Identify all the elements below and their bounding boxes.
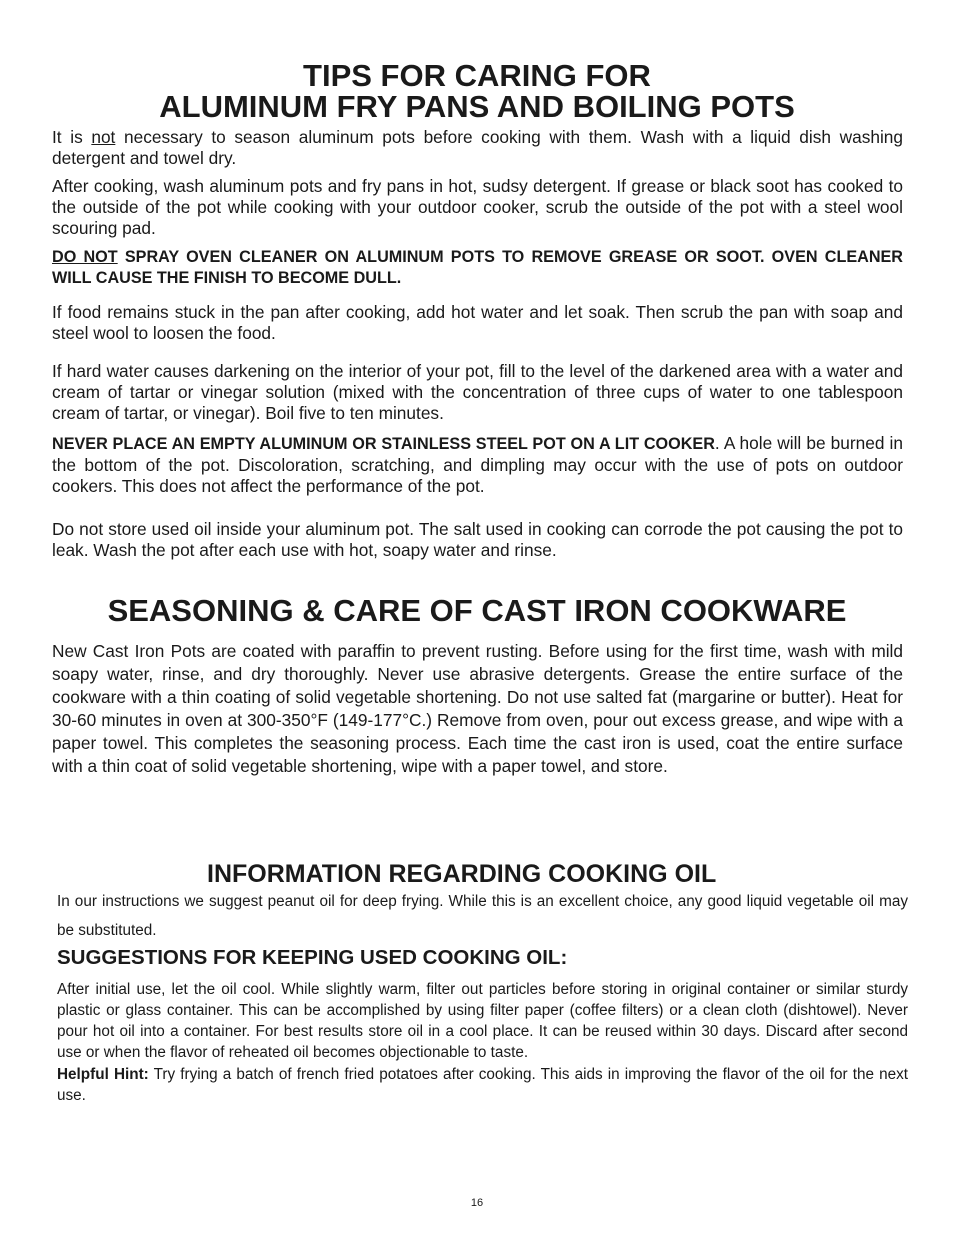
- aluminum-paragraph-stuck-food: If food remains stuck in the pan after cooking, add hot water and let soak. Then scrub the pan with soap and steel wool to loosen the food.: [52, 302, 903, 343]
- empty-pot-warning: [52, 433, 903, 497]
- helpful-hint: [57, 1064, 908, 1106]
- cast-iron-title: SEASONING & CARE OF CAST IRON COOKWARE: [107, 593, 847, 628]
- aluminum-paragraph-washing: After cooking, wash aluminum pots and fry pans in hot, sudsy detergent. If grease or black soot has cooked to the outside of the pot while cooking with your outdoor cooker, scrub the outside of the pot with a steel wool scouring pad.: [52, 176, 903, 238]
- aluminum-paragraph-seasoning: [52, 127, 903, 169]
- cooking-oil-paragraph: In our instructions we suggest peanut oil for deep frying. While this is an excellent choice, any good liquid vegetable oil may be substituted.: [57, 893, 908, 939]
- text-span: necessary to season aluminum pots before cooking with them. Wash with a liquid dish washing detergent and towel dry.: [52, 127, 904, 168]
- keeping-oil-paragraph: After initial use, let the oil cool. While slightly warm, filter out particles before storing in original container or similar sturdy plastic or glass container. This can be accomplished by using filter paper (coffee filters) or a clean cloth (dishtowel). Never pour hot oil into a container. For best results store oil in a cool place. It can be reused within 30 days. Discard after second use or when the flavor of reheated oil becomes objectionable to taste.: [57, 981, 908, 1061]
- aluminum-title-line1: TIPS FOR CARING FOR: [303, 58, 651, 93]
- cooking-oil-title: INFORMATION REGARDING COOKING OIL: [207, 860, 717, 888]
- oven-cleaner-warning: [52, 247, 903, 289]
- emphasis-not: not: [91, 127, 116, 147]
- keeping-oil-title: SUGGESTIONS FOR KEEPING USED COOKING OIL:: [57, 946, 568, 969]
- warning-text: . A hole will be burned in the bottom of the pot. Discoloration, scratching, and dimpling may occur with the use of pots on outdoor cookers. This does not affect the performance of the pot.: [52, 433, 903, 496]
- empty-pot-warning-bold: NEVER PLACE AN EMPTY ALUMINUM OR STAINLESS STEEL POT ON A LIT COOKER: [52, 435, 715, 453]
- aluminum-paragraph-oil-storage: Do not store used oil inside your aluminum pot. The salt used in cooking can corrode the pot causing the pot to leak. Wash the pot after each use with hot, soapy water and rinse.: [52, 519, 903, 560]
- page-number: 16: [470, 1197, 484, 1209]
- aluminum-paragraph-hard-water: If hard water causes darkening on the interior of your pot, fill to the level of the darkened area with a water and cream of tartar or vinegar solution (mixed with the concentration of three cups of water to one tablespoon cream of tartar, or vinegar). Boil five to ten minutes.: [52, 361, 903, 423]
- helpful-hint-label: Helpful Hint:: [57, 1066, 149, 1083]
- cast-iron-paragraph: New Cast Iron Pots are coated with paraffin to prevent rusting. Before using for the first time, wash with mild soapy water, rinse, and dry thoroughly. Never use abrasive detergents. Grease the entire surface of the cookware with a thin coating of solid vegetable shortening. Do not use salted fat (margarine or butter). Heat for 30-60 minutes in oven at 300-350°F (149-177°C.) Remove from oven, pour out excess grease, and wipe with a paper towel. This completes the seasoning process. Each time the cast iron is used, coat the entire surface with a thin coat of solid vegetable shortening, wipe with a paper towel, and store.: [52, 641, 903, 776]
- aluminum-title-line2: ALUMINUM FRY PANS AND BOILING POTS: [159, 89, 795, 124]
- do-not-emphasis: DO NOT: [52, 248, 118, 266]
- helpful-hint-text: Try frying a batch of french fried potatoes after cooking. This aids in improving the flavor of the oil for the next use.: [57, 1066, 908, 1104]
- warning-text: SPRAY OVEN CLEANER ON ALUMINUM POTS TO REMOVE GREASE OR SOOT. OVEN CLEANER WILL CAUSE THE FINISH TO BECOME DULL.: [52, 248, 903, 287]
- text-span: It is: [52, 127, 92, 147]
